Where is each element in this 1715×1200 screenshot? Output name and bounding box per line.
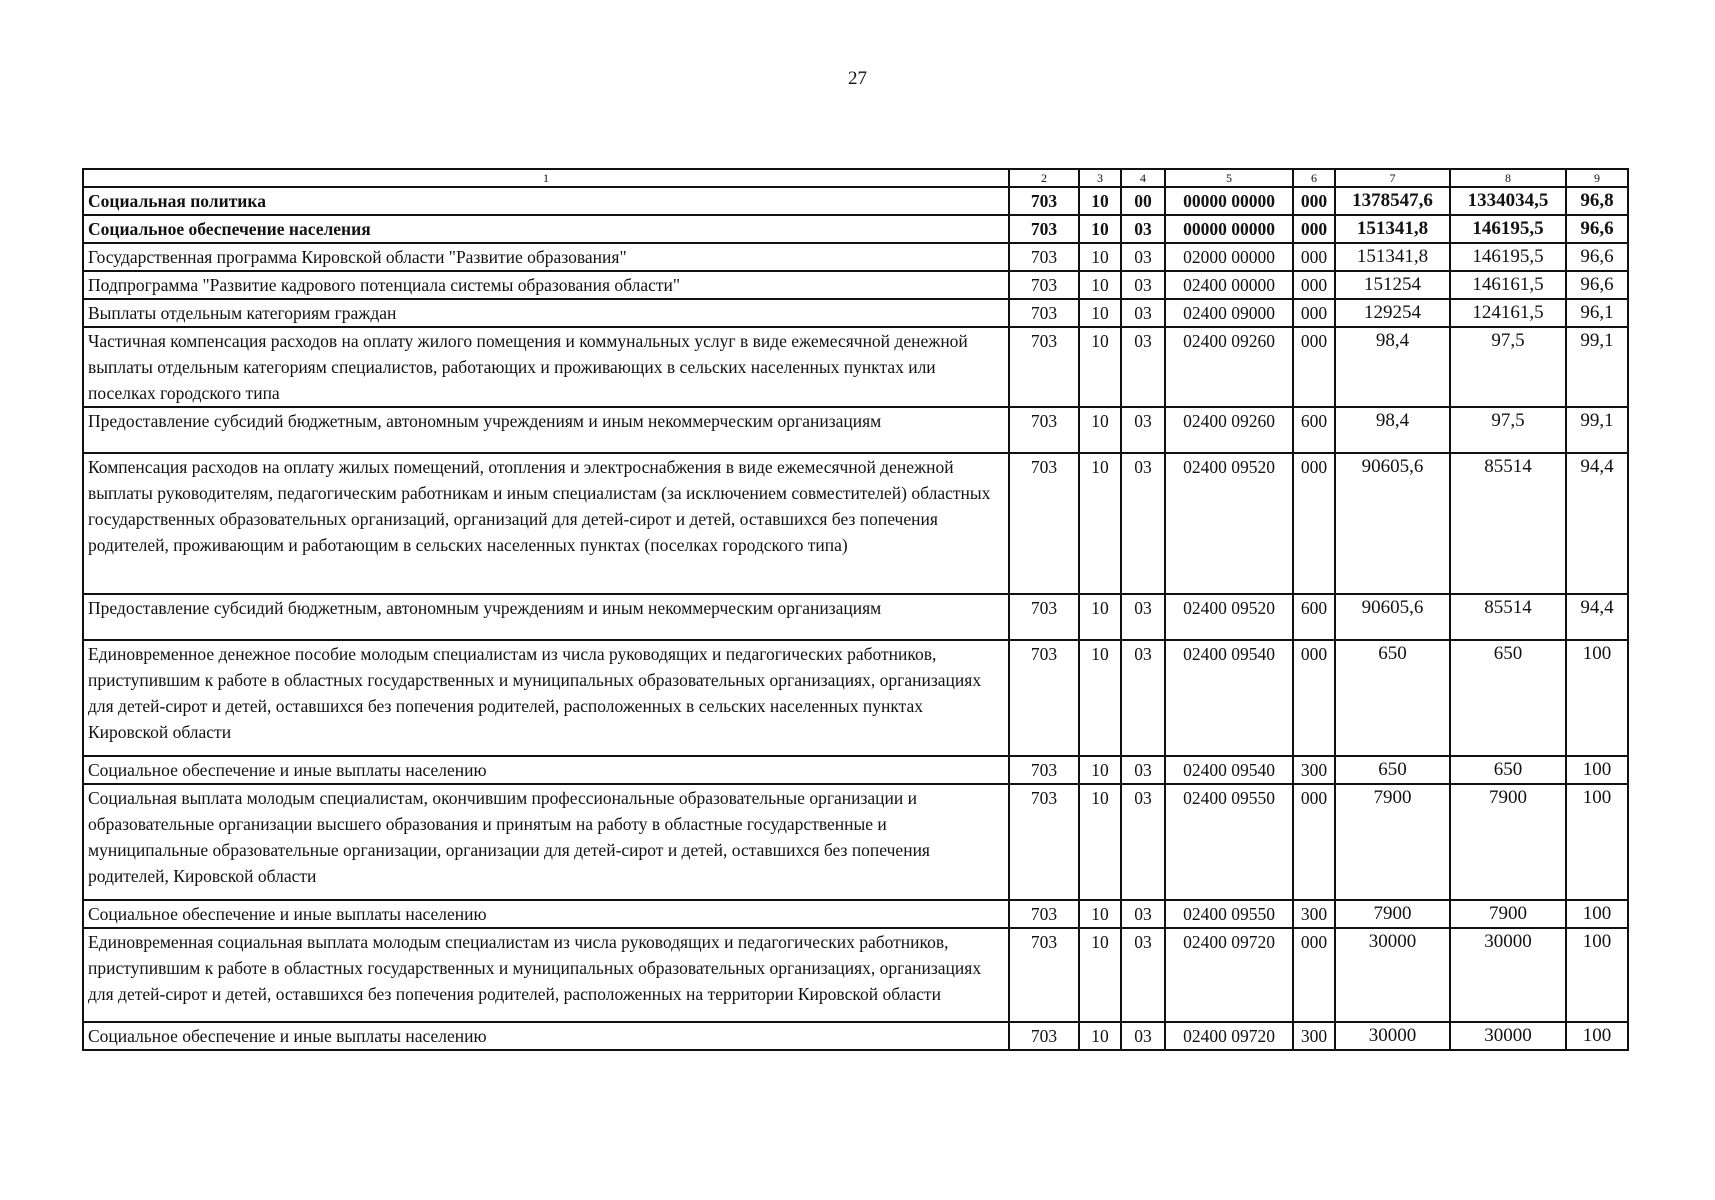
- section-code-cell: 703: [1009, 640, 1079, 756]
- row-name-cell: Единовременная социальная выплата молодым специалистам из числа руководящих и педагогических работников, приступившим к работе в областных государственных и муниципальных образовательных организациях, организациях для детей-сирот и детей, оставшихся без попечения родителей, расположенных на территории Кировской области: [83, 928, 1009, 1022]
- subchapter-code-cell: 03: [1121, 453, 1165, 594]
- target-article-cell: 00000 00000: [1165, 215, 1293, 243]
- table-row: [83, 243, 1628, 271]
- target-article-cell: 02400 09520: [1165, 453, 1293, 594]
- planned-amount-cell: 98,4: [1335, 327, 1450, 407]
- header-cell: 3: [1079, 169, 1121, 187]
- planned-amount-cell: 650: [1335, 756, 1450, 784]
- subchapter-code-cell: 03: [1121, 900, 1165, 928]
- table-row: [83, 407, 1628, 453]
- row-name-cell: Государственная программа Кировской области "Развитие образования": [83, 243, 1009, 271]
- table-header-row: [83, 169, 1628, 187]
- target-article-cell: 02400 09720: [1165, 928, 1293, 1022]
- table-row: [83, 215, 1628, 243]
- actual-amount-cell: 650: [1450, 640, 1566, 756]
- planned-amount-cell: 1378547,6: [1335, 187, 1450, 215]
- planned-amount-cell: 151254: [1335, 271, 1450, 299]
- percent-cell: 96,6: [1566, 215, 1628, 243]
- row-name-cell: Частичная компенсация расходов на оплату жилого помещения и коммунальных услуг в виде ежемесячной денежной выплаты отдельным категориям специалистов, работающих и проживающих в сельских населенных пунктах или поселках городского типа: [83, 327, 1009, 407]
- header-cell: 5: [1165, 169, 1293, 187]
- planned-amount-cell: 98,4: [1335, 407, 1450, 453]
- percent-cell: 96,8: [1566, 187, 1628, 215]
- subchapter-code-cell: 03: [1121, 1022, 1165, 1050]
- header-cell: 1: [83, 169, 1009, 187]
- table-row: [83, 594, 1628, 640]
- section-code-cell: 703: [1009, 299, 1079, 327]
- actual-amount-cell: 146161,5: [1450, 271, 1566, 299]
- planned-amount-cell: 90605,6: [1335, 594, 1450, 640]
- actual-amount-cell: 85514: [1450, 453, 1566, 594]
- expense-type-cell: 000: [1293, 299, 1335, 327]
- expense-type-cell: 000: [1293, 784, 1335, 900]
- expense-type-cell: 300: [1293, 900, 1335, 928]
- page-number: 27: [848, 68, 867, 89]
- actual-amount-cell: 146195,5: [1450, 243, 1566, 271]
- header-cell: 8: [1450, 169, 1566, 187]
- percent-cell: 100: [1566, 1022, 1628, 1050]
- section-code-cell: 703: [1009, 453, 1079, 594]
- row-name-cell: Социальная выплата молодым специалистам, окончившим профессиональные образовательные организации и образовательные организации высшего образования и принятым на работу в областные государственные и муниципальные образовательные организации, организации для детей-сирот и детей, оставшихся без попечения родителей, Кировской области: [83, 784, 1009, 900]
- table-row: [83, 928, 1628, 1022]
- subchapter-code-cell: 03: [1121, 407, 1165, 453]
- actual-amount-cell: 97,5: [1450, 327, 1566, 407]
- chapter-code-cell: 10: [1079, 594, 1121, 640]
- expense-type-cell: 000: [1293, 243, 1335, 271]
- planned-amount-cell: 7900: [1335, 900, 1450, 928]
- subchapter-code-cell: 03: [1121, 784, 1165, 900]
- planned-amount-cell: 151341,8: [1335, 215, 1450, 243]
- actual-amount-cell: 85514: [1450, 594, 1566, 640]
- target-article-cell: 02400 09000: [1165, 299, 1293, 327]
- budget-table: [82, 168, 1629, 1051]
- expense-type-cell: 000: [1293, 187, 1335, 215]
- expense-type-cell: 000: [1293, 271, 1335, 299]
- section-code-cell: 703: [1009, 900, 1079, 928]
- row-name-cell: Выплаты отдельным категориям граждан: [83, 299, 1009, 327]
- target-article-cell: 02000 00000: [1165, 243, 1293, 271]
- target-article-cell: 02400 09550: [1165, 900, 1293, 928]
- subchapter-code-cell: 03: [1121, 640, 1165, 756]
- section-code-cell: 703: [1009, 327, 1079, 407]
- chapter-code-cell: 10: [1079, 215, 1121, 243]
- planned-amount-cell: 90605,6: [1335, 453, 1450, 594]
- target-article-cell: 02400 09540: [1165, 640, 1293, 756]
- section-code-cell: 703: [1009, 243, 1079, 271]
- planned-amount-cell: 30000: [1335, 1022, 1450, 1050]
- chapter-code-cell: 10: [1079, 928, 1121, 1022]
- section-code-cell: 703: [1009, 928, 1079, 1022]
- table-row: [83, 299, 1628, 327]
- actual-amount-cell: 30000: [1450, 928, 1566, 1022]
- section-code-cell: 703: [1009, 215, 1079, 243]
- subchapter-code-cell: 03: [1121, 594, 1165, 640]
- expense-type-cell: 000: [1293, 928, 1335, 1022]
- table-row: [83, 271, 1628, 299]
- actual-amount-cell: 7900: [1450, 900, 1566, 928]
- row-name-cell: Предоставление субсидий бюджетным, автономным учреждениям и иным некоммерческим организациям: [83, 407, 1009, 453]
- chapter-code-cell: 10: [1079, 243, 1121, 271]
- row-name-cell: Подпрограмма "Развитие кадрового потенциала системы образования области": [83, 271, 1009, 299]
- row-name-cell: Социальная политика: [83, 187, 1009, 215]
- actual-amount-cell: 30000: [1450, 1022, 1566, 1050]
- planned-amount-cell: 129254: [1335, 299, 1450, 327]
- header-cell: 2: [1009, 169, 1079, 187]
- expense-type-cell: 300: [1293, 756, 1335, 784]
- percent-cell: 100: [1566, 784, 1628, 900]
- subchapter-code-cell: 03: [1121, 271, 1165, 299]
- target-article-cell: 02400 09540: [1165, 756, 1293, 784]
- subchapter-code-cell: 03: [1121, 928, 1165, 1022]
- expense-type-cell: 000: [1293, 640, 1335, 756]
- header-cell: 6: [1293, 169, 1335, 187]
- percent-cell: 96,6: [1566, 271, 1628, 299]
- subchapter-code-cell: 03: [1121, 299, 1165, 327]
- actual-amount-cell: 650: [1450, 756, 1566, 784]
- percent-cell: 100: [1566, 756, 1628, 784]
- table-row: [83, 640, 1628, 756]
- subchapter-code-cell: 03: [1121, 756, 1165, 784]
- subchapter-code-cell: 00: [1121, 187, 1165, 215]
- row-name-cell: Предоставление субсидий бюджетным, автономным учреждениям и иным некоммерческим организациям: [83, 594, 1009, 640]
- target-article-cell: 02400 09720: [1165, 1022, 1293, 1050]
- section-code-cell: 703: [1009, 756, 1079, 784]
- row-name-cell: Социальное обеспечение и иные выплаты населению: [83, 900, 1009, 928]
- expense-type-cell: 000: [1293, 215, 1335, 243]
- percent-cell: 100: [1566, 640, 1628, 756]
- actual-amount-cell: 124161,5: [1450, 299, 1566, 327]
- chapter-code-cell: 10: [1079, 756, 1121, 784]
- target-article-cell: 02400 09260: [1165, 407, 1293, 453]
- actual-amount-cell: 146195,5: [1450, 215, 1566, 243]
- header-cell: 9: [1566, 169, 1628, 187]
- percent-cell: 100: [1566, 900, 1628, 928]
- section-code-cell: 703: [1009, 407, 1079, 453]
- actual-amount-cell: 7900: [1450, 784, 1566, 900]
- row-name-cell: Единовременное денежное пособие молодым специалистам из числа руководящих и педагогических работников, приступившим к работе в областных государственных и муниципальных образовательных организациях, организациях для детей-сирот и детей, оставшихся без попечения родителей, расположенных в сельских населенных пунктах Кировской области: [83, 640, 1009, 756]
- chapter-code-cell: 10: [1079, 327, 1121, 407]
- expense-type-cell: 000: [1293, 453, 1335, 594]
- section-code-cell: 703: [1009, 271, 1079, 299]
- percent-cell: 99,1: [1566, 407, 1628, 453]
- table-row: [83, 187, 1628, 215]
- subchapter-code-cell: 03: [1121, 215, 1165, 243]
- row-name-cell: Компенсация расходов на оплату жилых помещений, отопления и электроснабжения в виде ежемесячной денежной выплаты руководителям, педагогическим работникам и иным специалистам (за исключением совместителей) областных государственных образовательных организаций, организаций для детей-сирот и детей, оставшихся без попечения родителей, проживающим и работающим в сельских населенных пунктах (поселках городского типа): [83, 453, 1009, 594]
- chapter-code-cell: 10: [1079, 784, 1121, 900]
- chapter-code-cell: 10: [1079, 900, 1121, 928]
- table-row: [83, 453, 1628, 594]
- table-row: [83, 900, 1628, 928]
- row-name-cell: Социальное обеспечение и иные выплаты населению: [83, 1022, 1009, 1050]
- row-name-cell: Социальное обеспечение населения: [83, 215, 1009, 243]
- expense-type-cell: 600: [1293, 594, 1335, 640]
- section-code-cell: 703: [1009, 594, 1079, 640]
- chapter-code-cell: 10: [1079, 453, 1121, 594]
- table-row: [83, 784, 1628, 900]
- percent-cell: 96,6: [1566, 243, 1628, 271]
- table-row: [83, 1022, 1628, 1050]
- subchapter-code-cell: 03: [1121, 327, 1165, 407]
- expense-type-cell: 000: [1293, 327, 1335, 407]
- expense-type-cell: 600: [1293, 407, 1335, 453]
- chapter-code-cell: 10: [1079, 407, 1121, 453]
- planned-amount-cell: 151341,8: [1335, 243, 1450, 271]
- chapter-code-cell: 10: [1079, 299, 1121, 327]
- planned-amount-cell: 30000: [1335, 928, 1450, 1022]
- header-cell: 4: [1121, 169, 1165, 187]
- header-cell: 7: [1335, 169, 1450, 187]
- actual-amount-cell: 97,5: [1450, 407, 1566, 453]
- target-article-cell: 02400 09260: [1165, 327, 1293, 407]
- chapter-code-cell: 10: [1079, 271, 1121, 299]
- table-row: [83, 756, 1628, 784]
- section-code-cell: 703: [1009, 187, 1079, 215]
- percent-cell: 94,4: [1566, 594, 1628, 640]
- section-code-cell: 703: [1009, 784, 1079, 900]
- planned-amount-cell: 650: [1335, 640, 1450, 756]
- row-name-cell: Социальное обеспечение и иные выплаты населению: [83, 756, 1009, 784]
- subchapter-code-cell: 03: [1121, 243, 1165, 271]
- table-row: [83, 327, 1628, 407]
- target-article-cell: 00000 00000: [1165, 187, 1293, 215]
- chapter-code-cell: 10: [1079, 187, 1121, 215]
- target-article-cell: 02400 09520: [1165, 594, 1293, 640]
- chapter-code-cell: 10: [1079, 640, 1121, 756]
- percent-cell: 96,1: [1566, 299, 1628, 327]
- target-article-cell: 02400 09550: [1165, 784, 1293, 900]
- section-code-cell: 703: [1009, 1022, 1079, 1050]
- actual-amount-cell: 1334034,5: [1450, 187, 1566, 215]
- percent-cell: 100: [1566, 928, 1628, 1022]
- percent-cell: 99,1: [1566, 327, 1628, 407]
- chapter-code-cell: 10: [1079, 1022, 1121, 1050]
- expense-type-cell: 300: [1293, 1022, 1335, 1050]
- percent-cell: 94,4: [1566, 453, 1628, 594]
- target-article-cell: 02400 00000: [1165, 271, 1293, 299]
- planned-amount-cell: 7900: [1335, 784, 1450, 900]
